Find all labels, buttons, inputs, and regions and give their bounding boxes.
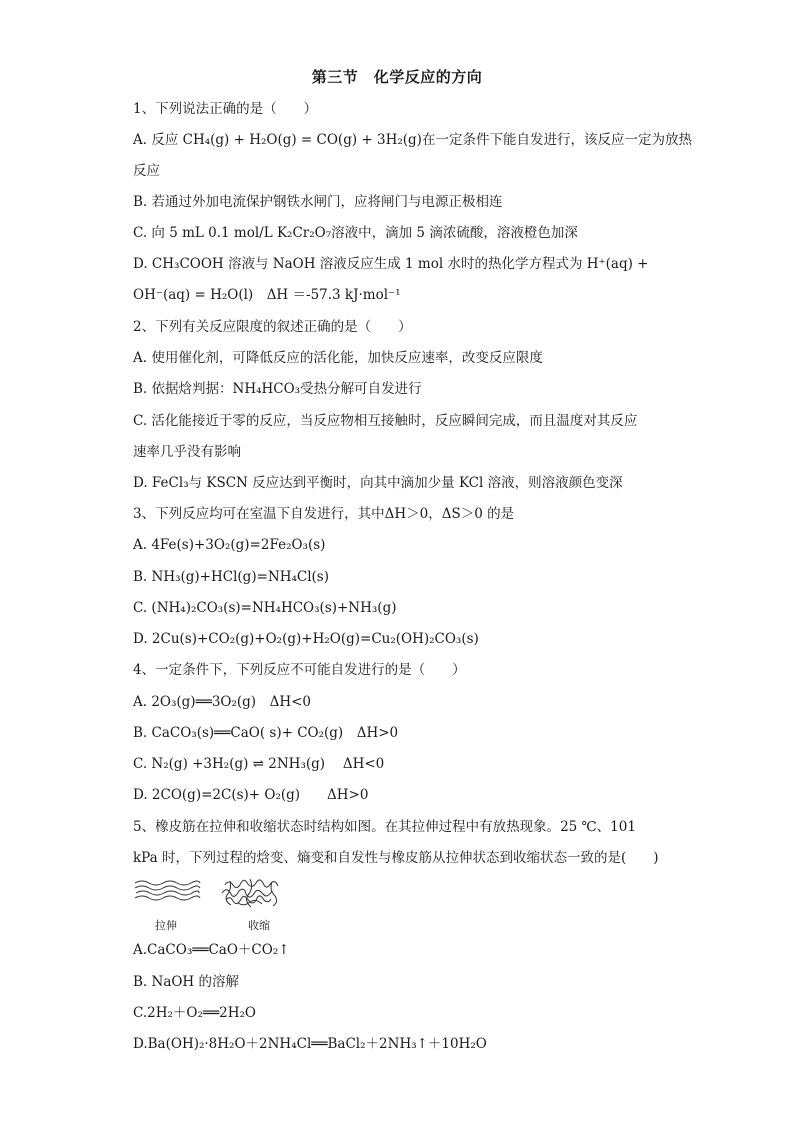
- q1-option-d-cont: OH⁻(aq) = H₂O(l) ΔH ＝-57.3 kJ·mol⁻¹: [133, 287, 401, 303]
- q2-option-a: A. 使用催化剂，可降低反应的活化能，加快反应速率，改变反应限度: [133, 350, 543, 366]
- q4-stem: 4、一定条件下，下列反应不可能自发进行的是（ ）: [133, 662, 466, 678]
- q4-option-c: C. N₂(g) +3H₂(g) ⇌ 2NH₃(g) ΔH<0: [133, 756, 385, 772]
- q1-option-a-cont: 反应: [133, 163, 160, 179]
- page-title: 第三节 化学反应的方向: [311, 68, 483, 86]
- q1-option-d: D. CH₃COOH 溶液与 NaOH 溶液反应生成 1 mol 水时的热化学方程式为 H⁺(aq) +: [133, 256, 649, 272]
- rubber-band-figure: [130, 873, 310, 935]
- q2-option-b: B. 依据焓判据：NH₄HCO₃受热分解可自发进行: [133, 381, 422, 397]
- q1-stem: 1、下列说法正确的是（ ）: [133, 101, 318, 117]
- stretch-label: 拉伸: [155, 919, 177, 932]
- q5-option-c: C.2H₂＋O₂══2H₂O: [133, 1005, 256, 1021]
- q4-option-b: B. CaCO₃(s)══CaO( s)+ CO₂(g) ΔH>0: [133, 725, 399, 741]
- q3-option-a: A. 4Fe(s)+3O₂(g)=2Fe₂O₃(s): [133, 537, 326, 553]
- q5-option-b: B. NaOH 的溶解: [133, 974, 239, 990]
- q3-option-c: C. (NH₄)₂CO₃(s)=NH₄HCO₃(s)+NH₃(g): [133, 600, 397, 616]
- q2-option-c: C. 活化能接近于零的反应，当反应物相互接触时，反应瞬间完成，而且温度对其反应: [133, 413, 638, 429]
- q2-option-c-cont: 速率几乎没有影响: [133, 444, 241, 460]
- q3-option-b: B. NH₃(g)+HCl(g)=NH₄Cl(s): [133, 569, 330, 585]
- q1-option-a: A. 反应 CH₄(g) + H₂O(g) = CO(g) + 3H₂(g)在一定条件下能自发进行，该反应一定为放热: [133, 132, 692, 148]
- q1-option-c: C. 向 5 mL 0.1 mol/L K₂Cr₂O₇溶液中，滴加 5 滴浓硫酸，溶液橙色加深: [133, 225, 578, 241]
- shrink-label: 收缩: [248, 919, 270, 932]
- q1-option-b: B. 若通过外加电流保护钢铁水闸门，应将闸门与电源正极相连: [133, 194, 503, 210]
- q4-option-a: A. 2O₃(g)══3O₂(g) ΔH<0: [133, 694, 311, 710]
- q2-option-d: D. FeCl₃与 KSCN 反应达到平衡时，向其中滴加少量 KCl 溶液，则溶液颜色变深: [133, 475, 623, 491]
- q3-stem: 3、下列反应均可在室温下自发进行，其中ΔH＞0，ΔS＞0 的是: [133, 506, 515, 522]
- q5-stem-cont: kPa 时，下列过程的焓变、熵变和自发性与橡皮筋从拉伸状态到收缩状态一致的是( ): [133, 850, 659, 866]
- rubber-band-drawing: [130, 873, 310, 917]
- q3-option-d: D. 2Cu(s)+CO₂(g)+O₂(g)+H₂O(g)=Cu₂(OH)₂CO₃(s): [133, 631, 479, 647]
- q5-option-d: D.Ba(OH)₂·8H₂O＋2NH₄Cl══BaCl₂＋2NH₃↑＋10H₂O: [133, 1036, 487, 1052]
- q5-stem: 5、橡皮筋在拉伸和收缩状态时结构如图。在其拉伸过程中有放热现象。25 ℃、101: [133, 819, 636, 835]
- q5-option-a: A.CaCO₃══CaO＋CO₂↑: [133, 942, 290, 958]
- q4-option-d: D. 2CO(g)=2C(s)+ O₂(g) ΔH>0: [133, 787, 369, 803]
- q2-stem: 2、下列有关反应限度的叙述正确的是（ ）: [133, 319, 412, 335]
